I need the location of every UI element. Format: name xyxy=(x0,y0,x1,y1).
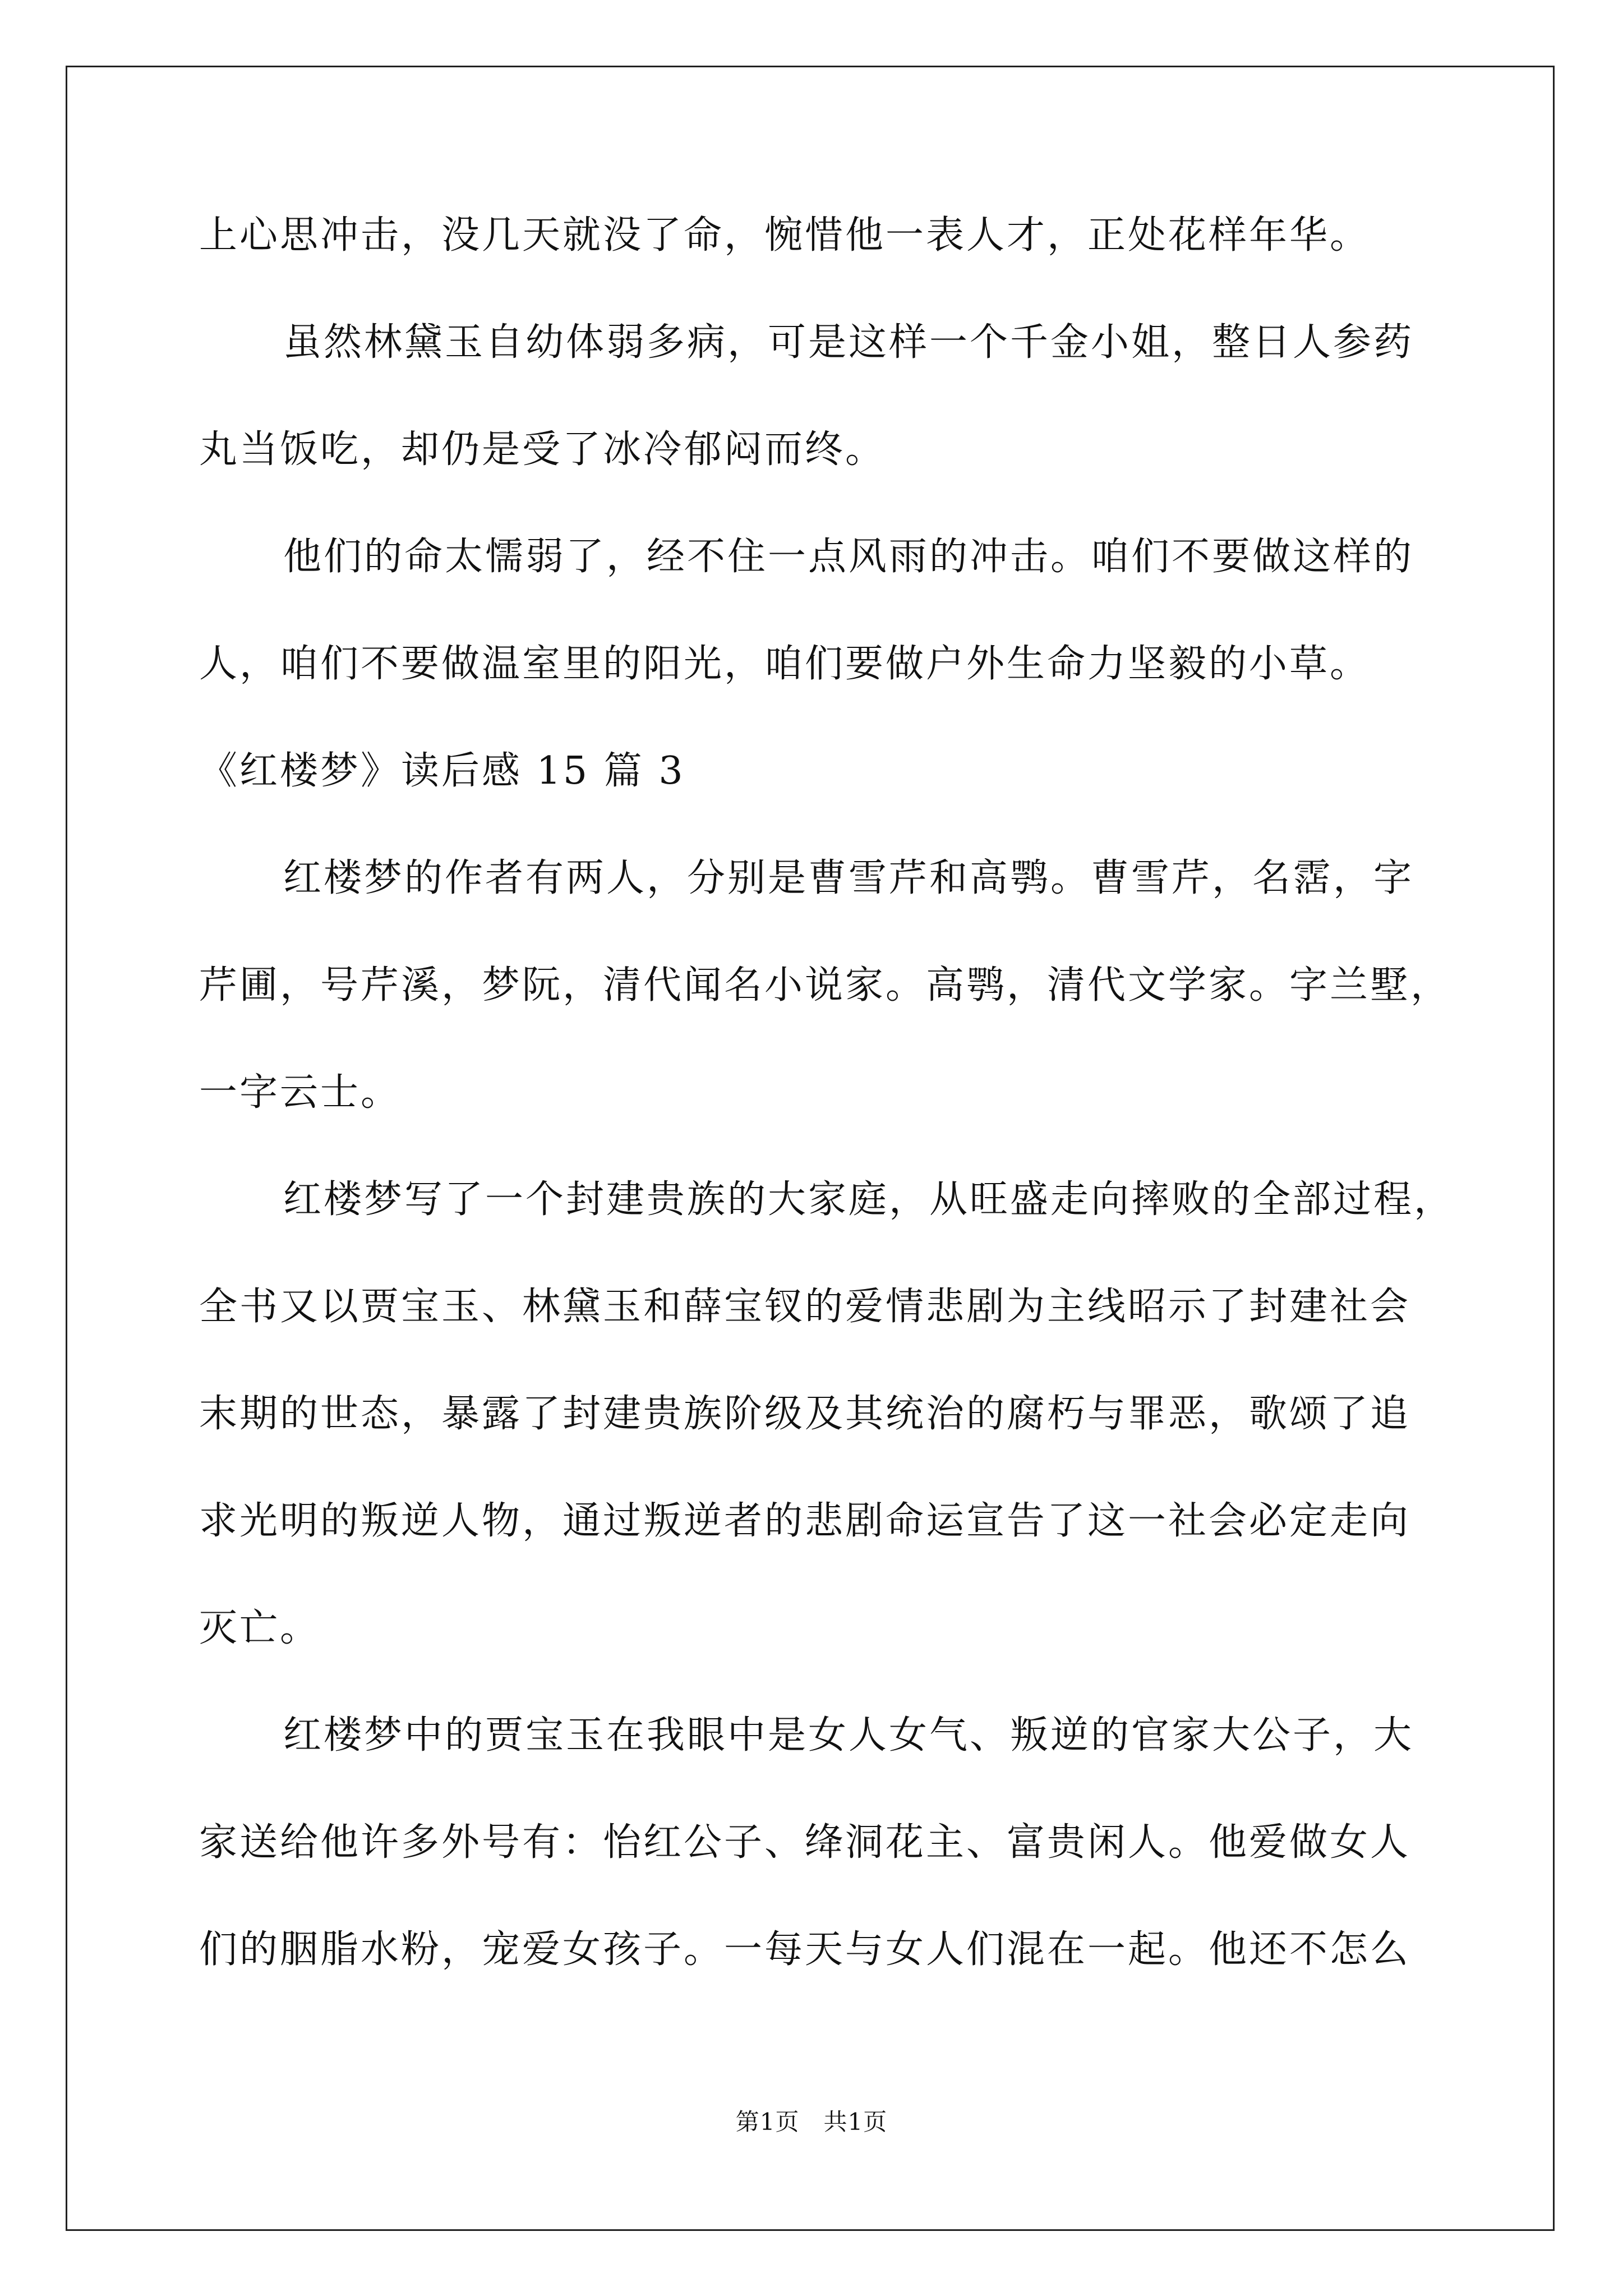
text-line: 家送给他许多外号有：怡红公子、绛洞花主、富贵闲人。他爱做女人 xyxy=(199,1820,1411,1865)
text-line: 全书又以贾宝玉、林黛玉和薛宝钗的爱情悲剧为主线昭示了封建社会 xyxy=(199,1285,1411,1329)
text-line: 一字云士。 xyxy=(199,1070,402,1115)
text-line: 末期的世态，暴露了封建贵族阶级及其统治的腐朽与罪恶，歌颂了追 xyxy=(199,1392,1411,1436)
text-line: 灭亡。 xyxy=(199,1606,321,1650)
text-line: 红楼梦写了一个封建贵族的大家庭，从旺盛走向摔败的全部过程， xyxy=(283,1177,1455,1222)
text-line: 红楼梦的作者有两人，分别是曹雪芹和高鹗。曹雪芹，名霑，字 xyxy=(283,856,1414,900)
text-line: 上心思冲击，没几天就没了命，惋惜他一表人才，正处花样年华。 xyxy=(199,213,1371,257)
section-heading: 《红楼梦》读后感 15 篇 3 xyxy=(199,749,685,793)
text-line: 他们的命太懦弱了，经不住一点风雨的冲击。咱们不要做这样的 xyxy=(283,535,1414,579)
page-footer: 第1页 共1页 xyxy=(735,2108,888,2136)
text-line: 人，咱们不要做温室里的阳光，咱们要做户外生命力坚毅的小草。 xyxy=(199,642,1371,686)
text-line: 红楼梦中的贾宝玉在我眼中是女人女气、叛逆的官家大公子，大 xyxy=(283,1713,1414,1757)
text-line: 芹圃，号芹溪，梦阮，清代闻名小说家。高鹗，清代文学家。字兰墅， xyxy=(199,963,1451,1007)
document-body xyxy=(199,210,1464,2032)
text-line: 虽然林黛玉自幼体弱多病，可是这样一个千金小姐，整日人参药 xyxy=(283,320,1414,365)
text-line: 求光明的叛逆人物，通过叛逆者的悲剧命运宣告了这一社会必定走向 xyxy=(199,1499,1411,1543)
text-line: 们的胭脂水粉，宠爱女孩子。一每天与女人们混在一起。他还不怎么 xyxy=(199,1927,1411,1972)
text-line: 丸当饭吃，却仍是受了冰冷郁闷而终。 xyxy=(199,427,886,472)
